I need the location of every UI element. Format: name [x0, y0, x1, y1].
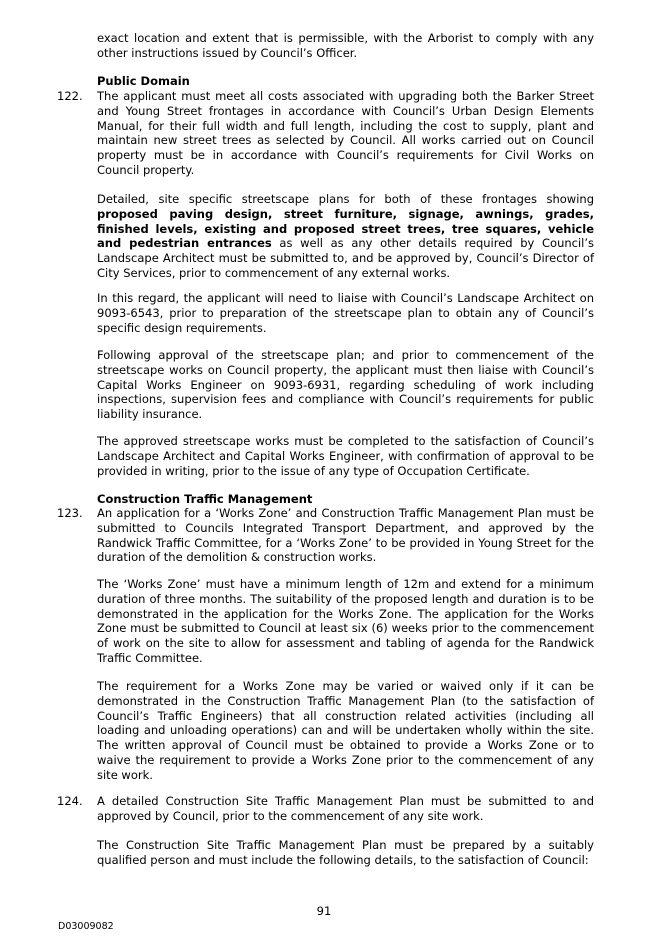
document-id: D03009082 [58, 921, 114, 932]
clause-123-paragraph-2: The ‘Works Zone’ must have a minimum length of 12m and extend for a minimum duration of three months. The suitability of the proposed length and duration is to be demonstrated in the application for the Works Zone. The application for the Works Zone must be submitted to Council at least six (6) weeks prior to the commencement of work on the site to allow for assessment and tabling of agenda for the Randwick Traffic Committee. [97, 577, 594, 665]
clause-122-paragraph-3: In this regard, the applicant will need to liaise with Council’s Landscape Architect on 9093-6543, prior to preparation of the streetscape plan to obtain any of Council’s specific design requirements. [97, 291, 594, 335]
clause-number-123: 123. [57, 506, 83, 520]
page-number: 91 [316, 904, 332, 918]
bold-requirements-text: proposed paving design, street furniture, signage, awnings, grades, finished levels, existing and proposed street trees, tree squares, vehicle and pedestrian entrances [97, 206, 594, 251]
clause-123-paragraph-3: The requirement for a Works Zone may be varied or waived only if it can be demonstrated in the Construction Traffic Management Plan (to the satisfaction of Council’s Traffic Engineers) that all construction related activities (including all loading and unloading operations) can and will be undertaken wholly within the site. The written approval of Council must be obtained to provide a Works Zone or to waive the requirement to provide a Works Zone prior to the commencement of any site work. [97, 679, 594, 782]
clause-number-122: 122. [57, 89, 83, 103]
clause-123-paragraph-1: An application for a ‘Works Zone’ and Construction Traffic Management Plan must be submitted to Councils Integrated Transport Department, and approved by the Randwick Traffic Committee, for a ‘Works Zone’ to be provided in Young Street for the duration of the demolition & construction works. [97, 506, 594, 565]
clause-122-paragraph-1: The applicant must meet all costs associated with upgrading both the Barker Street and Young Street frontages in accordance with Council’s Urban Design Elements Manual, for their full width and full length, including the cost to supply, plant and maintain new street trees as selected by Council. All works carried out on Council property must be in accordance with Council’s requirements for Civil Works on Council property. [97, 89, 594, 177]
section-heading-construction-traffic: Construction Traffic Management [97, 492, 313, 506]
intro-paragraph: exact location and extent that is permissible, with the Arborist to comply with any other instructions issued by Council’s Officer. [97, 31, 594, 60]
clause-124-paragraph-1: A detailed Construction Site Traffic Management Plan must be submitted to and approved by Council, prior to the commencement of any site work. [97, 794, 594, 823]
clause-124-paragraph-2: The Construction Site Traffic Management Plan must be prepared by a suitably qualified person and must include the following details, to the satisfaction of Council: [97, 838, 594, 867]
paragraph-text: as well as any other details required by Council’s Landscape Architect must be submitted to, and be approved by, Council’s Director of City Services, prior to commencement of any external works. [97, 236, 595, 280]
section-heading-public-domain: Public Domain [97, 74, 190, 88]
clause-122-paragraph-5: The approved streetscape works must be completed to the satisfaction of Council’s Landscape Architect and Capital Works Engineer, with confirmation of approval to be provided in writing, prior to the issue of any type of Occupation Certificate. [97, 434, 594, 478]
clause-122-paragraph-4: Following approval of the streetscape plan; and prior to commencement of the streetscape works on Council property, the applicant must then liaise with Council’s Capital Works Engineer on 9093-6931, regarding scheduling of work including inspections, supervision fees and compliance with Council’s requirements for public liability insurance. [97, 348, 594, 422]
clause-122-paragraph-2 [97, 192, 594, 281]
clause-number-124: 124. [57, 794, 83, 808]
paragraph-text: Detailed, site specific streetscape plans for both of these frontages showing [97, 192, 594, 206]
